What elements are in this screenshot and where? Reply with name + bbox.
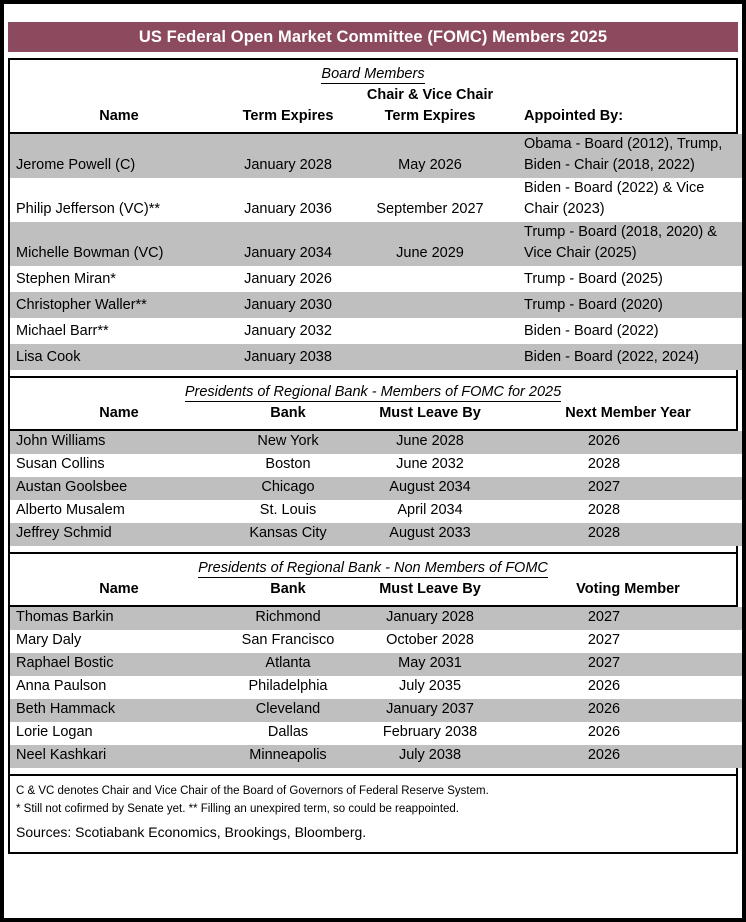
members-cell-bank: New York bbox=[228, 431, 348, 454]
fomc-member-presidents-header-table bbox=[10, 401, 744, 429]
nonmembers-cell-bank: Philadelphia bbox=[228, 676, 348, 699]
members-cell-must-leave-by: June 2032 bbox=[348, 454, 512, 477]
nonmembers-cell-bank: San Francisco bbox=[228, 630, 348, 653]
board-members-table bbox=[10, 134, 744, 370]
board-cell-name: Michelle Bowman (VC) bbox=[10, 222, 228, 266]
members-cell-name: Jeffrey Schmid bbox=[10, 523, 228, 546]
page-title: US Federal Open Market Committee (FOMC) Members 2025 bbox=[138, 27, 608, 46]
fomc-nonmember-presidents-header-table bbox=[10, 577, 744, 605]
nonmembers-cell-bank: Atlanta bbox=[228, 653, 348, 676]
fomc-member-presidents-block bbox=[8, 378, 738, 554]
board-cell-appointed-by: Biden - Board (2022, 2024) bbox=[512, 344, 744, 370]
nonmembers-cell-voting-member: 2026 bbox=[512, 745, 744, 768]
board-block-pad bbox=[10, 370, 736, 376]
members-cell-bank: St. Louis bbox=[228, 500, 348, 523]
table-row bbox=[10, 607, 744, 630]
board-members-header-table bbox=[10, 83, 744, 132]
nonmembers-cell-voting-member: 2027 bbox=[512, 630, 744, 653]
footnotes-block bbox=[8, 776, 738, 853]
nonmembers-cell-bank: Minneapolis bbox=[228, 745, 348, 768]
board-cell-chair-term-expires: May 2026 bbox=[348, 134, 512, 178]
nonmembers-cell-name: Beth Hammack bbox=[10, 699, 228, 722]
members-cell-bank: Boston bbox=[228, 454, 348, 477]
fomc-member-presidents-body bbox=[10, 431, 744, 546]
members-cell-next-member-year: 2028 bbox=[512, 523, 744, 546]
nonmembers-block-pad bbox=[10, 768, 736, 774]
board-cell-appointed-by: Obama - Board (2012), Trump, Biden - Chair (2018, 2022) bbox=[512, 134, 744, 178]
fomc-member-presidents-table bbox=[10, 431, 744, 546]
members-header-must-leave-by: Must Leave By bbox=[379, 405, 481, 422]
members-header-row bbox=[10, 401, 744, 429]
table-row bbox=[10, 745, 744, 768]
nonmembers-cell-voting-member: 2026 bbox=[512, 722, 744, 745]
members-header-name: Name bbox=[99, 405, 139, 422]
table-row bbox=[10, 134, 744, 178]
nonmembers-cell-must-leave-by: January 2028 bbox=[348, 607, 512, 630]
nonmembers-cell-name: Thomas Barkin bbox=[10, 607, 228, 630]
nonmembers-cell-bank: Richmond bbox=[228, 607, 348, 630]
nonmembers-cell-voting-member: 2026 bbox=[512, 699, 744, 722]
board-cell-appointed-by: Biden - Board (2022) bbox=[512, 318, 744, 344]
nonmembers-cell-name: Mary Daly bbox=[10, 630, 228, 653]
members-cell-bank: Chicago bbox=[228, 477, 348, 500]
board-cell-term-expires: January 2032 bbox=[228, 318, 348, 344]
fomc-nonmember-presidents-block bbox=[8, 554, 738, 776]
board-cell-name: Michael Barr** bbox=[10, 318, 228, 344]
table-row bbox=[10, 344, 744, 370]
board-cell-chair-term-expires bbox=[348, 318, 512, 344]
board-cell-term-expires: January 2034 bbox=[228, 222, 348, 266]
board-cell-term-expires: January 2038 bbox=[228, 344, 348, 370]
page-inner bbox=[4, 22, 742, 922]
members-cell-next-member-year: 2026 bbox=[512, 431, 744, 454]
table-row bbox=[10, 431, 744, 454]
members-cell-must-leave-by: August 2034 bbox=[348, 477, 512, 500]
board-cell-chair-term-expires bbox=[348, 344, 512, 370]
table-row bbox=[10, 676, 744, 699]
table-row bbox=[10, 222, 744, 266]
members-cell-name: John Williams bbox=[10, 431, 228, 454]
nonmembers-cell-must-leave-by: October 2028 bbox=[348, 630, 512, 653]
members-cell-next-member-year: 2028 bbox=[512, 454, 744, 477]
board-cell-term-expires: January 2028 bbox=[228, 134, 348, 178]
nonmembers-cell-name: Anna Paulson bbox=[10, 676, 228, 699]
members-cell-bank: Kansas City bbox=[228, 523, 348, 546]
members-cell-must-leave-by: April 2034 bbox=[348, 500, 512, 523]
nonmembers-cell-must-leave-by: July 2035 bbox=[348, 676, 512, 699]
board-cell-term-expires: January 2030 bbox=[228, 292, 348, 318]
nonmembers-cell-name: Neel Kashkari bbox=[10, 745, 228, 768]
board-members-body bbox=[10, 134, 744, 370]
members-cell-name: Austan Goolsbee bbox=[10, 477, 228, 500]
board-cell-name: Philip Jefferson (VC)** bbox=[10, 178, 228, 222]
fomc-nonmember-presidents-table bbox=[10, 607, 744, 768]
board-header-term-expires: Term Expires bbox=[242, 108, 334, 125]
page-title-banner bbox=[8, 22, 738, 52]
chair-term-line1: Chair & Vice Chair bbox=[366, 87, 494, 103]
board-cell-name: Lisa Cook bbox=[10, 344, 228, 370]
board-cell-chair-term-expires bbox=[348, 292, 512, 318]
board-cell-appointed-by: Trump - Board (2020) bbox=[512, 292, 744, 318]
nonmembers-cell-name: Lorie Logan bbox=[10, 722, 228, 745]
board-cell-chair-term-expires: September 2027 bbox=[348, 178, 512, 222]
members-cell-must-leave-by: August 2033 bbox=[348, 523, 512, 546]
table-row bbox=[10, 318, 744, 344]
table-row bbox=[10, 178, 744, 222]
table-row bbox=[10, 292, 744, 318]
members-cell-next-member-year: 2028 bbox=[512, 500, 744, 523]
board-cell-appointed-by: Biden - Board (2022) & Vice Chair (2023) bbox=[512, 178, 744, 222]
board-cell-term-expires: January 2036 bbox=[228, 178, 348, 222]
nonmembers-header-must-leave-by: Must Leave By bbox=[379, 581, 481, 598]
table-row bbox=[10, 699, 744, 722]
board-header-chair-term-expires bbox=[348, 83, 512, 132]
table-row bbox=[10, 630, 744, 653]
board-header-appointed-by: Appointed By: bbox=[524, 108, 624, 125]
table-row bbox=[10, 454, 744, 477]
table-row bbox=[10, 653, 744, 676]
fomc-member-presidents-section-title: Presidents of Regional Bank - Members of FOMC for 2025 bbox=[184, 384, 562, 401]
board-cell-appointed-by: Trump - Board (2025) bbox=[512, 266, 744, 292]
fomc-nonmember-presidents-section-title: Presidents of Regional Bank - Non Members of FOMC bbox=[198, 560, 548, 577]
nonmembers-cell-must-leave-by: February 2038 bbox=[348, 722, 512, 745]
board-cell-chair-term-expires bbox=[348, 266, 512, 292]
nonmembers-cell-must-leave-by: January 2037 bbox=[348, 699, 512, 722]
nonmembers-header-bank: Bank bbox=[270, 581, 306, 598]
table-row bbox=[10, 266, 744, 292]
board-cell-name: Christopher Waller** bbox=[10, 292, 228, 318]
nonmembers-header-voting-member: Voting Member bbox=[576, 581, 680, 598]
members-header-bank: Bank bbox=[270, 405, 306, 422]
board-cell-name: Stephen Miran* bbox=[10, 266, 228, 292]
board-cell-name: Jerome Powell (C) bbox=[10, 134, 228, 178]
table-row bbox=[10, 523, 744, 546]
nonmembers-cell-voting-member: 2027 bbox=[512, 653, 744, 676]
nonmembers-cell-must-leave-by: July 2038 bbox=[348, 745, 512, 768]
board-members-section-title: Board Members bbox=[321, 66, 425, 82]
nonmembers-cell-bank: Cleveland bbox=[228, 699, 348, 722]
table-row bbox=[10, 500, 744, 523]
board-cell-term-expires: January 2026 bbox=[228, 266, 348, 292]
footnote-asterisks: * Still not cofirmed by Senate yet. ** Filling an unexpired term, so could be reappointed. bbox=[16, 803, 459, 816]
members-header-next-member-year: Next Member Year bbox=[565, 405, 691, 422]
table-row bbox=[10, 722, 744, 745]
members-cell-next-member-year: 2027 bbox=[512, 477, 744, 500]
nonmembers-header-name: Name bbox=[99, 581, 139, 598]
board-cell-chair-term-expires: June 2029 bbox=[348, 222, 512, 266]
nonmembers-cell-bank: Dallas bbox=[228, 722, 348, 745]
members-cell-name: Alberto Musalem bbox=[10, 500, 228, 523]
footnote-c-vc: C & VC denotes Chair and Vice Chair of the Board of Governors of Federal Reserve System. bbox=[16, 785, 489, 798]
members-cell-must-leave-by: June 2028 bbox=[348, 431, 512, 454]
board-header-row bbox=[10, 83, 744, 132]
nonmembers-cell-name: Raphael Bostic bbox=[10, 653, 228, 676]
nonmembers-cell-must-leave-by: May 2031 bbox=[348, 653, 512, 676]
nonmembers-cell-voting-member: 2026 bbox=[512, 676, 744, 699]
table-row bbox=[10, 477, 744, 500]
board-members-block bbox=[8, 58, 738, 378]
fomc-nonmember-presidents-body bbox=[10, 607, 744, 768]
board-header-name: Name bbox=[99, 108, 139, 125]
nonmembers-header-row bbox=[10, 577, 744, 605]
chair-term-line2: Term Expires bbox=[384, 108, 476, 125]
sources-line: Sources: Scotiabank Economics, Brookings, Bloomberg. bbox=[16, 823, 367, 840]
nonmembers-cell-voting-member: 2027 bbox=[512, 607, 744, 630]
members-cell-name: Susan Collins bbox=[10, 454, 228, 477]
board-cell-appointed-by: Trump - Board (2018, 2020) & Vice Chair (2025) bbox=[512, 222, 744, 266]
members-block-pad bbox=[10, 546, 736, 552]
